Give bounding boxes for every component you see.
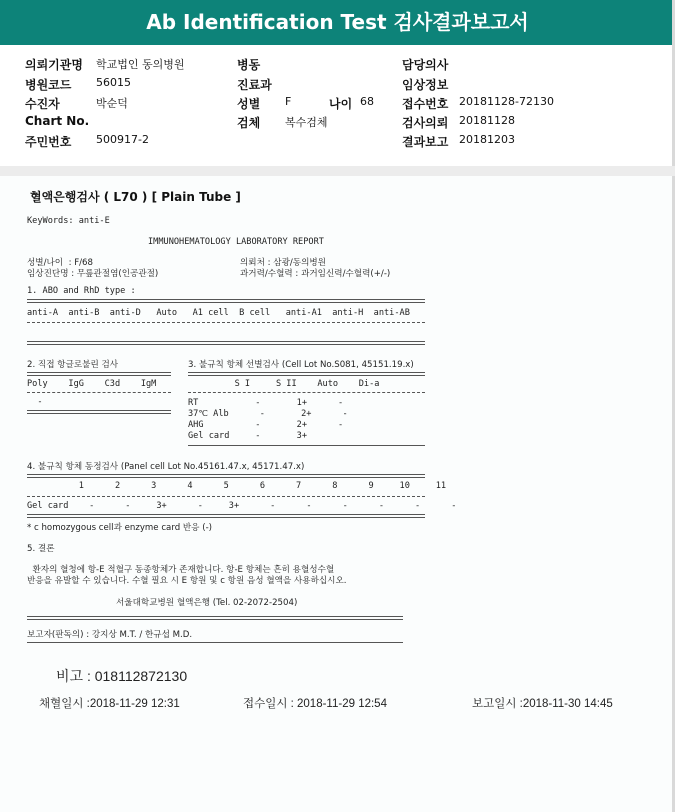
section3-title: 3. 불규칙 항체 선별검사 (Cell Lot No.S081, 45151.19.x) [188, 360, 414, 370]
section2-title: 2. 직접 항글로불린 검사 [27, 360, 119, 370]
divider [27, 372, 171, 376]
hospital-code-label: 병원코드 [25, 78, 72, 92]
chart-no-label: Chart No. [25, 114, 90, 128]
specimen-value: 복수검체 [285, 116, 328, 129]
divider [27, 514, 425, 518]
divider [188, 392, 425, 393]
section3-row: Gel card - 3+ [188, 431, 307, 441]
blood-bank-contact: 서울대학교병원 혈액은행 (Tel. 02-2072-2504) [116, 598, 298, 608]
history: 과거력/수혈력 : 과거임신력/수혈력(+/-) [240, 269, 391, 279]
divider [27, 642, 403, 643]
diagnosis: 임상진단명 : 무릎관절염(인공관절) [27, 269, 159, 279]
section1-title: 1. ABO and RhD type : [27, 286, 136, 296]
scanned-report [0, 176, 672, 812]
conclusion-line2: 반응을 유발할 수 있습니다. 수혈 필요 시 E 항원 및 c 항원 음성 혈액을 사용하십시오. [27, 576, 347, 586]
request-org-value: 학교법인 동의병원 [96, 58, 185, 71]
doctor-label: 담당의사 [402, 58, 449, 72]
section5-title: 5. 결론 [27, 544, 55, 554]
section3-row: 37℃ Alb - 2+ - [188, 409, 348, 419]
divider [27, 341, 425, 345]
divider [188, 372, 425, 376]
result-report-value: 20181203 [459, 133, 515, 146]
ward-label: 병동 [237, 58, 261, 72]
patient-label: 수진자 [25, 97, 60, 111]
sex-age: 성별/나이 : F/68 [27, 258, 93, 268]
receipt-no-label: 접수번호 [402, 97, 449, 111]
age-label: 나이 [329, 97, 353, 111]
request-org-label: 의뢰기관명 [25, 58, 83, 72]
section3-row: RT - 1+ - [188, 398, 344, 408]
report-datetime: 보고일시 :2018-11-30 14:45 [472, 698, 613, 710]
page-title: Ab Identification Test 검사결과보고서 [0, 0, 675, 45]
hospital-code-value: 56015 [96, 76, 131, 89]
divider [27, 496, 425, 497]
report-heading: 혈액은행검사 ( L70 ) [ Plain Tube ] [30, 190, 241, 204]
age-value: 68 [360, 95, 374, 108]
divider [27, 322, 425, 323]
collect-datetime: 채혈일시 :2018-11-29 12:31 [39, 698, 180, 710]
accept-datetime: 접수일시 : 2018-11-29 12:54 [243, 698, 387, 710]
section4-title: 4. 불규칙 항체 동정검사 (Panel cell Lot No.45161.47.x, 45171.47.x) [27, 462, 305, 472]
reporter: 보고자(판독의) : 강지상 M.T. / 한규섭 M.D. [27, 630, 193, 640]
dept-label: 진료과 [237, 78, 272, 92]
divider [27, 410, 171, 414]
resident-no-value: 500917-2 [96, 133, 149, 146]
section2-columns: Poly IgG C3d IgM [27, 379, 157, 389]
sex-label: 성별 [237, 97, 261, 111]
patient-info-header [0, 45, 675, 165]
sex-value: F [285, 95, 292, 108]
divider [27, 299, 425, 303]
test-request-value: 20181128 [459, 114, 515, 127]
divider [27, 392, 171, 393]
divider [27, 474, 425, 478]
result-report-label: 결과보고 [402, 135, 449, 149]
section3-columns: S I S II Auto Di-a [188, 379, 380, 389]
section1-columns: anti-A anti-B anti-D Auto A1 cell B cell anti-A1 anti-H anti-AB [27, 308, 410, 318]
requester: 의뢰처 : 삼광/동의병원 [240, 258, 326, 268]
lab-title: IMMUNOHEMATOLOGY LABORATORY REPORT [148, 237, 324, 247]
patient-value: 박순덕 [96, 97, 128, 110]
note: 비고 : 018112872130 [56, 668, 188, 684]
section4-values: Gel card - - 3+ - 3+ - - - - - - [27, 501, 457, 511]
section4-columns: 1 2 3 4 5 6 7 8 9 10 11 [27, 481, 447, 491]
section3-row: AHG - 2+ - [188, 420, 344, 430]
section-separator [0, 166, 675, 176]
section4-note: * c homozygous cell과 enzyme card 반응 (-) [27, 523, 213, 533]
divider [188, 445, 425, 446]
resident-no-label: 주민번호 [25, 135, 72, 149]
section2-values: - [27, 397, 43, 407]
keywords: KeyWords: anti-E [27, 216, 110, 226]
test-request-label: 검사의뢰 [402, 116, 449, 130]
divider [27, 616, 403, 620]
conclusion-line1: 환자의 혈청에 항-E 적혈구 동종항체가 존재합니다. 항-E 항체는 흔히 용혈성수혈 [27, 565, 335, 575]
clinical-info-label: 임상정보 [402, 78, 449, 92]
receipt-no-value: 20181128-72130 [459, 95, 554, 108]
specimen-label: 검체 [237, 116, 261, 130]
